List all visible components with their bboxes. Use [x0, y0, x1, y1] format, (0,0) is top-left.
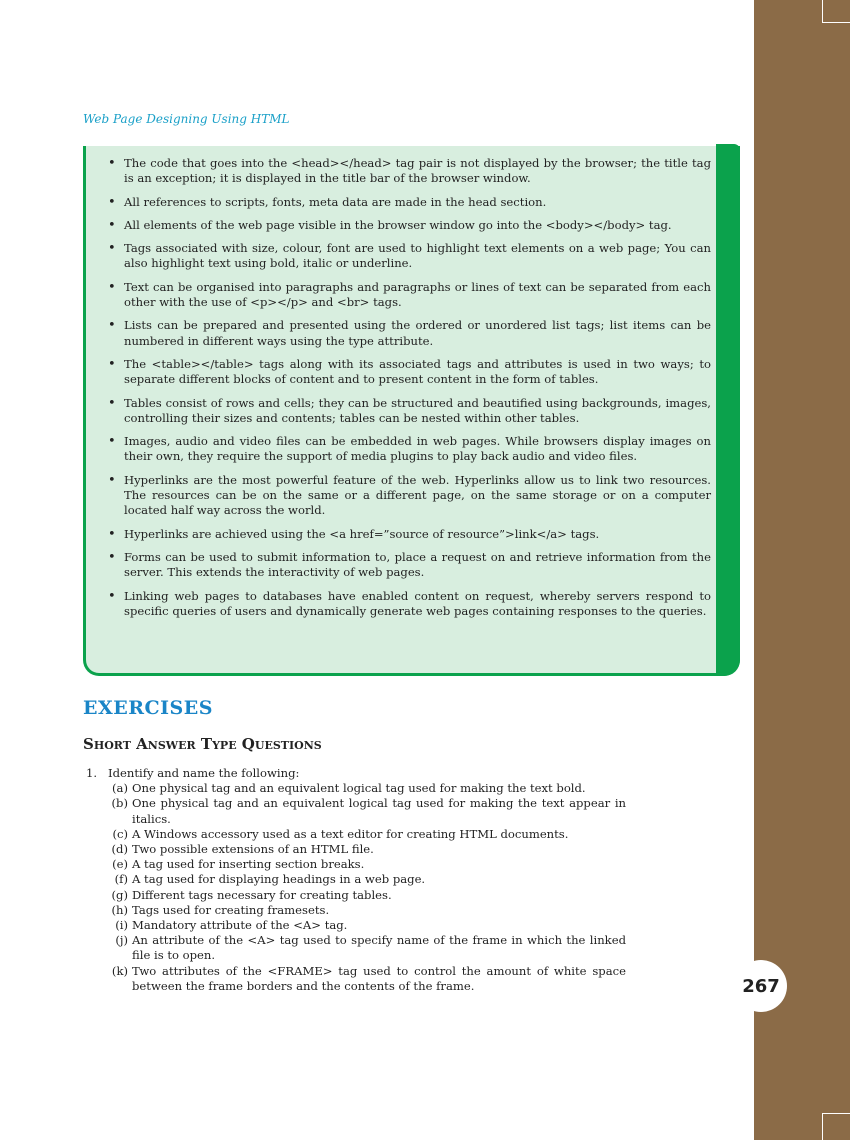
- sub-item: [86, 857, 626, 872]
- sub-item: [86, 918, 626, 933]
- sub-item-label: (f): [114, 872, 128, 887]
- question-number: 1.: [86, 766, 98, 780]
- sub-item: [86, 827, 626, 842]
- summary-point: • The code that goes into the <head></head> tag pair is not displayed by the browser; the title tag is an exception; it is displayed in the title bar of the browser window.: [124, 156, 711, 187]
- exercises-heading: EXERCISES: [83, 697, 213, 719]
- summary-point: • Forms can be used to submit information to, place a request on and retrieve information from the server. This extends the interactivity of web pages.: [124, 550, 711, 581]
- sub-item: [86, 933, 626, 963]
- sub-item-text: One physical tag and an equivalent logical tag used for making the text appear in italics.: [132, 796, 626, 826]
- sub-item-text: Tags used for creating framesets.: [132, 902, 330, 917]
- sub-item-text: Two attributes of the <FRAME> tag used to control the amount of white space between the frame borders and the contents of the frame.: [132, 963, 626, 993]
- sub-item-label: (h): [111, 902, 128, 917]
- sub-item-label: (k): [111, 963, 128, 978]
- page-number: 267: [735, 960, 787, 1012]
- summary-box: [83, 146, 740, 676]
- sub-item-label: (g): [111, 887, 128, 902]
- running-head: Web Page Designing Using HTML: [83, 112, 290, 126]
- summary-point: • All elements of the web page visible in the browser window go into the <body></body> tag.: [124, 218, 711, 233]
- summary-point: • The <table></table> tags along with its associated tags and attributes is used in two ways; to separate different blocks of content and to present content in the form of tables.: [124, 357, 711, 388]
- sub-item-label: (d): [111, 842, 128, 857]
- sub-item-label: (j): [115, 933, 128, 948]
- sub-item: [86, 888, 626, 903]
- sub-item-text: Different tags necessary for creating tables.: [132, 887, 392, 902]
- sub-item-text: An attribute of the <A> tag used to specify name of the frame in which the linked file is to open.: [132, 933, 626, 963]
- summary-list: [86, 156, 722, 627]
- question-stem: Identify and name the following:: [108, 766, 300, 780]
- sub-item: [86, 796, 626, 826]
- summary-point: • Images, audio and video files can be embedded in web pages. While browsers display images on their own, they require the support of media plugins to play back audio and video files.: [124, 434, 711, 465]
- sub-item: [86, 903, 626, 918]
- short-answer-heading: Short Answer Type Questions: [83, 735, 322, 753]
- crop-mark-top: [822, 0, 850, 23]
- sub-item-text: One physical tag and an equivalent logical tag used for making the text bold.: [132, 781, 586, 796]
- sub-item: [86, 842, 626, 857]
- summary-point: • Hyperlinks are achieved using the <a href=”source of resource”>link</a> tags.: [124, 527, 711, 542]
- summary-point: • All references to scripts, fonts, meta data are made in the head section.: [124, 195, 711, 210]
- question-sub-items: [86, 781, 626, 994]
- sub-item-label: (c): [112, 826, 128, 841]
- summary-point: • Tags associated with size, colour, font are used to highlight text elements on a web page; You can also highlight text using bold, italic or underline.: [124, 241, 711, 272]
- sub-item-text: Mandatory attribute of the <A> tag.: [132, 918, 348, 933]
- sub-item-text: Two possible extensions of an HTML file.: [132, 842, 374, 857]
- summary-point: • Hyperlinks are the most powerful feature of the web. Hyperlinks allow us to link two resources. The resources can be on the same or a different page, on the same storage or on a computer located half way across the world.: [124, 473, 711, 519]
- summary-point: • Text can be organised into paragraphs and paragraphs or lines of text can be separated from each other with the use of <p></p> and <br> tags.: [124, 280, 711, 311]
- sub-item-text: A Windows accessory used as a text editor for creating HTML documents.: [132, 826, 569, 841]
- sub-item-text: A tag used for displaying headings in a web page.: [132, 872, 426, 887]
- sub-item-label: (e): [112, 857, 128, 872]
- summary-point: • Lists can be prepared and presented using the ordered or unordered list tags; list items can be numbered in different ways using the type attribute.: [124, 318, 711, 349]
- sub-item-label: (a): [112, 781, 128, 796]
- summary-point: • Linking web pages to databases have enabled content on request, whereby servers respond to specific queries of users and dynamically generate web pages containing responses to the queries.: [124, 589, 711, 620]
- crop-mark-bottom: [822, 1113, 850, 1141]
- sub-item: [86, 781, 626, 796]
- summary-point: • Tables consist of rows and cells; they can be structured and beautified using backgrounds, images, controlling their sizes and contents; tables can be nested within other tables.: [124, 396, 711, 427]
- sub-item-label: (i): [115, 918, 128, 933]
- sub-item: [86, 872, 626, 887]
- sub-item-text: A tag used for inserting section breaks.: [132, 857, 365, 872]
- sub-item: [86, 964, 626, 994]
- sub-item-label: (b): [111, 796, 128, 811]
- question-1: [86, 766, 626, 994]
